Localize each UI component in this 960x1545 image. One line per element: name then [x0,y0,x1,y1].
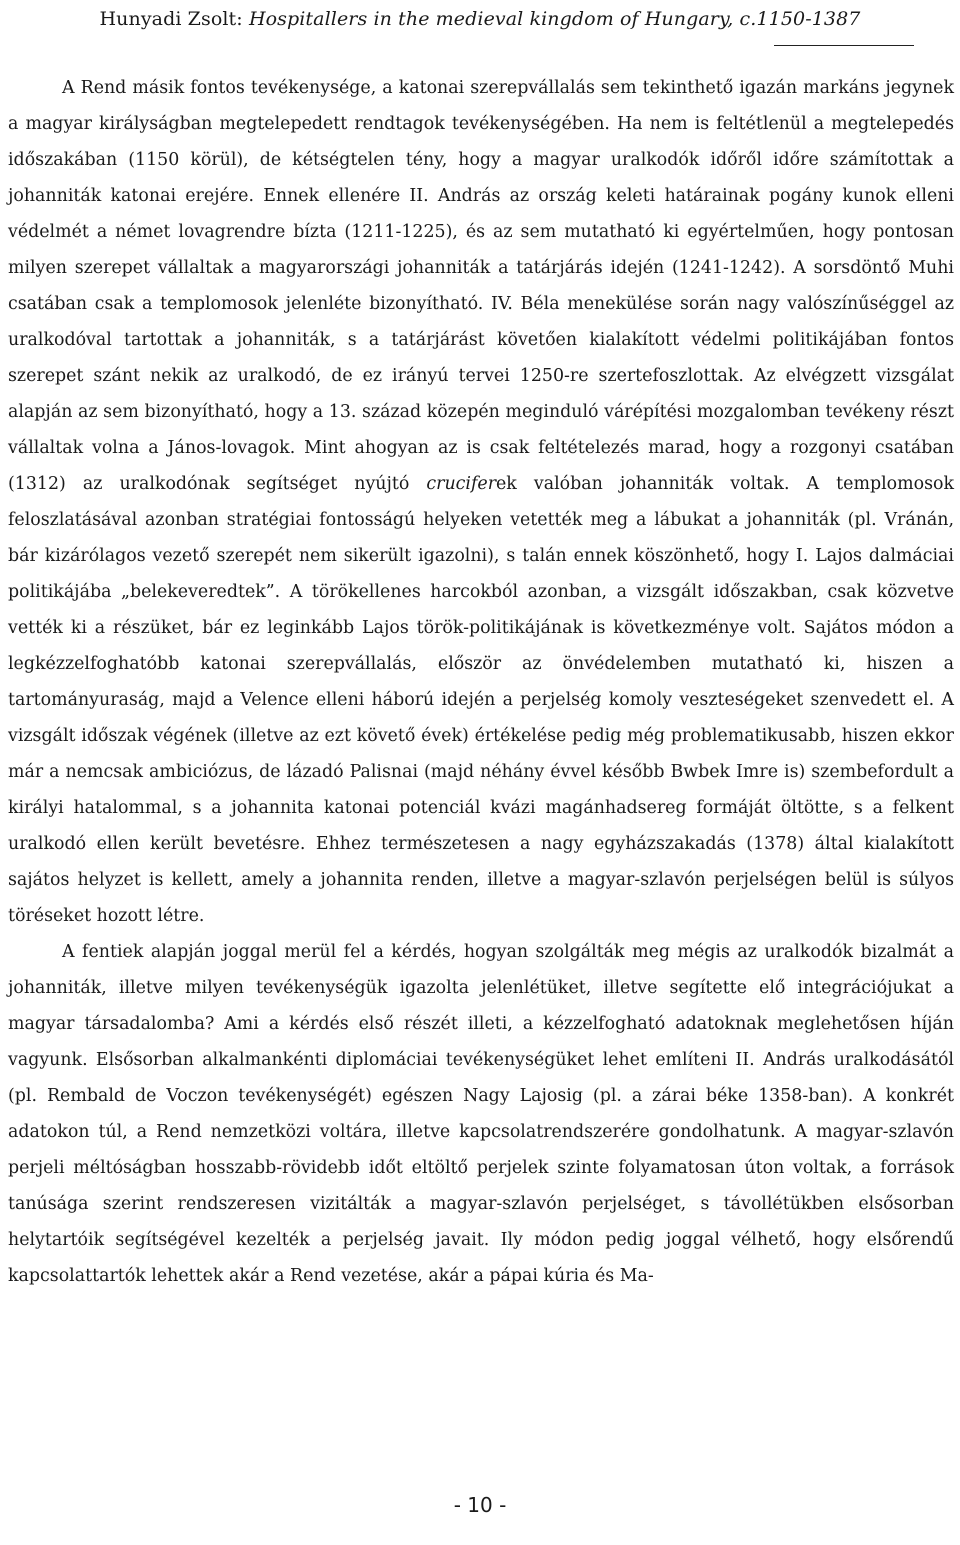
paragraph-diplomacy: A fentiek alapján joggal merül fel a kérdés, hogyan szolgálták meg mégis az uralkodók bizalmát a johanniták, illetve milyen tevékenységük igazolta jelenlétüket, illetve segítette elő integrációjukat a magyar társadalomba? Ami a kérdés első részét illeti, a kézzelfogható adatoknak meglehetősen híján vagyunk. Elsősorban alkalmankénti diplomáciai tevékenységüket lehet említeni II. András uralkodásától (pl. Rembald de Voczon tevékenységét) egészen Nagy Lajosig (pl. a zárai béke 1358-ban). A konkrét adatokon túl, a Rend nemzetközi voltára, illetve kapcsolatrendszerére gondolhatunk. A magyar-szlavón perjeli méltóságban hosszabb-rövidebb időt eltöltő perjelek szinte folyamatosan úton voltak, a források tanúsága szerint rendszeresen vizitálták a magyar-szlavón perjelséget, s távollétükben elsősorban helytartóik segítségével kezelték a perjelség javait. Ily módon pedig joggal vélhető, hogy elsőrendű kapcsolattartók lehettek akár a Rend vezetése, akár a pápai kúria és Ma- [8,942,954,1286]
paragraph-1-text-before: A Rend másik fontos tevékenysége, a katonai szerepvállalás sem tekinthető igazán markáns jegynek a magyar királyságban megtelepedett rendtagok tevékenységében. Ha nem is feltétlenül a megtelepedés időszakában (1150 körül), de kétségtelen tény, hogy a magyar uralkodók időről időre számítottak a johanniták katonai erejére. Ennek ellenére II. András az ország keleti határainak pogány kunok elleni védelmét a német lovagrendre bízta (1211-1225), és az sem mutatható ki egyértelműen, hogy pontosan milyen szerepet vállaltak a magyarországi johanniták a tatárjárás idején (1241-1242). A sorsdöntő Muhi csatában csak a templomosok jelenléte bizonyítható. IV. Béla menekülése során nagy valószínűséggel az uralkodóval tartottak a johanniták, s a tatárjárást követően kialakított védelmi politikájában fontos szerepet szánt nekik az uralkodó, de ez irányú tervei 1250-re szertefoszlottak. Az elvégzett vizsgálat alapján az sem bizonyítható, hogy a 13. század közepén meginduló várépítési mozgalomban tevékeny részt vállaltak volna a János-lovagok. Mint ahogyan az is csak feltételezés marad, hogy a rozgonyi csatában (1312) az uralkodónak segítséget nyújtó [8,78,954,494]
header-title: Hospitallers in the medieval kingdom of Hungary, c.1150-1387 [248,8,861,30]
paragraph-1-italic-term: crucifer [426,474,497,494]
page-number: - 10 - [453,1493,507,1517]
paragraph-1-text-after: ek valóban johanniták voltak. A templomosok feloszlatásával azonban stratégiai fontosságú helyeken vetették meg a lábukat a johanniták (pl. Vránán, bár kizárólagos vezető szerepét nem sikerült igazolni), s talán ennek köszönhető, hogy I. Lajos dalmáciai politikájába „belekeveredtek”. A törökellenes harcokból azonban, a vizsgált időszakban, csak közvetve vették ki a részüket, bár ez leginkább Lajos török-politikájának is következménye volt. Sajátos módon a legkézzelfoghatóbb katonai szerepvállalás, először az önvédelemben mutatható ki, hiszen a tartományuraság, majd a Velence elleni háború idején a perjelség komoly veszteségeket szenvedett el. A vizsgált időszak végének (illetve az ezt követő évek) értékelése pedig még problematikusabb, hiszen ekkor már a nemcsak ambiciózus, de lázadó Palisnai (majd néhány évvel később Bwbek Imre is) szembefordult a királyi hatalommal, s a johannita katonai potenciál kvázi magánhadsereg formáját öltötte, s a felkent uralkodó ellen került bevetésre. Ehhez természetesen a nagy egyházszakadás (1378) által kialakított sajátos helyzet is kellett, amely a johannita renden, illetve a magyar-szlavón perjelségen belül is súlyos töréseket hozott létre. [8,474,954,926]
body-text [8,70,954,1294]
header-rule [774,45,914,46]
header-author: Hunyadi Zsolt: [99,8,249,30]
paragraph-military-role [8,70,954,934]
running-header [0,2,960,36]
